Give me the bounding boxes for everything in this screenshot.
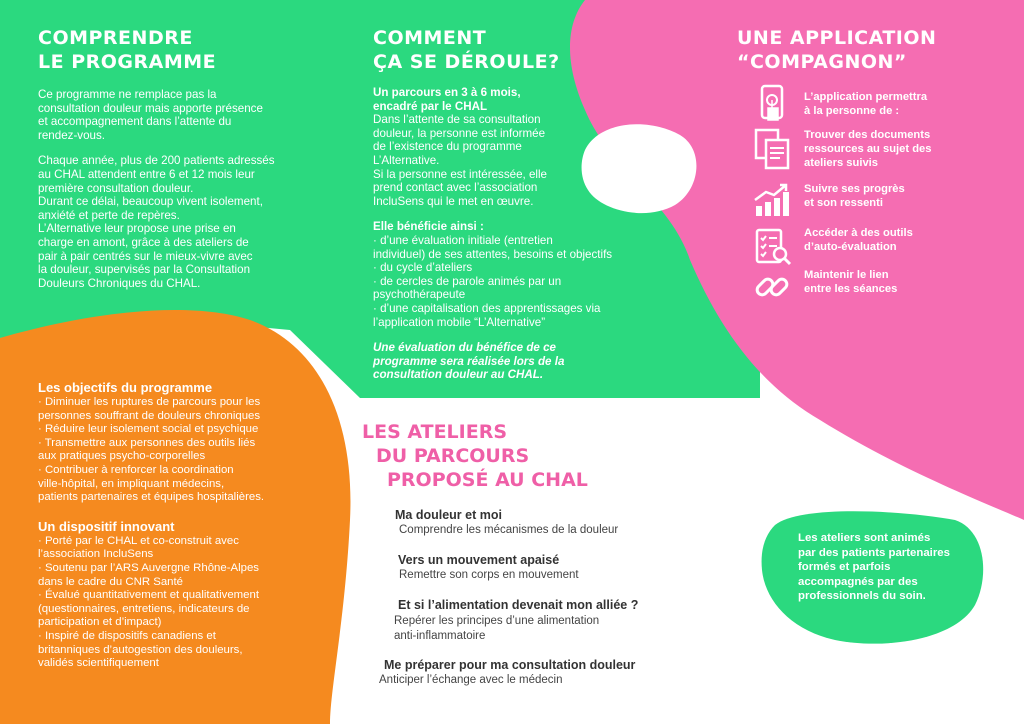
- dispositif-heading: Un dispositif innovant: [38, 518, 175, 534]
- title-application: UNE APPLICATION “COMPAGNON”: [737, 27, 937, 73]
- feature-checklist: [752, 226, 1002, 268]
- objectifs-list: · Diminuer les ruptures de parcours pour les personnes souffrant de douleurs chroniques · Réduire leur isolement social et psychique · Transmettre aux personnes des outils liés aux pratiques psycho-corporelles · Contribuer à renforcer la coordination ville-hôpital, en impliquant médecins, patients partenaires et équipes hospitalières.: [38, 396, 265, 504]
- documents-icon: [752, 128, 792, 172]
- parcours-text: Dans l’attente de sa consultation douleur, la personne est informée de l’existence du programme L’Alternative. Si la personne est intéressée, elle prend contact avec l’association IncluSens qui le met en œuvre.: [373, 113, 548, 208]
- benefice-list: · d’une évaluation initiale (entretien individuel) de ses attentes, besoins et objectifs · du cycle d’ateliers · de cercles de parole animés par un psychothérapeute · d’une capitalisation des apprentissages via l’application mobile “L’Alternative”: [373, 233, 613, 329]
- parcours-heading: Un parcours en 3 à 6 mois, encadré par le CHAL: [373, 86, 521, 113]
- comprendre-para1: Ce programme ne remplace pas la consultation douleur mais apporte présence et accompagnement dans l’attente du rendez-vous.: [38, 88, 263, 142]
- dispositif-list: · Porté par le CHAL et co-construit avec l’association IncluSens · Soutenu par l’ARS Auvergne Rhône-Alpes dans le cadre du CNR Santé · Évalué quantitativement et qualitativement (questionnaires, entretiens, indicateurs de participation et d’impact) · Inspiré de dispositifs canadiens et britanniques d’autogestion des douleurs, validés scientifiquement: [38, 534, 259, 670]
- atelier-1-title: Ma douleur et moi: [395, 508, 502, 522]
- feature-documents-text: Trouver des documents ressources au sujet des ateliers suivis: [804, 129, 932, 169]
- feature-link: [752, 268, 1002, 308]
- phone-touch-icon: [752, 84, 792, 124]
- atelier-2-sub: Remettre son corps en mouvement: [399, 569, 579, 581]
- atelier-4-sub: Anticiper l’échange avec le médecin: [379, 674, 563, 686]
- feature-intro-text: L’application permettra à la personne de :: [804, 91, 928, 117]
- checklist-icon: [752, 226, 792, 266]
- title-comprendre: COMPRENDRE LE PROGRAMME: [38, 27, 217, 73]
- feature-checklist-text: Accéder à des outils d’auto-évaluation: [804, 227, 913, 253]
- objectifs-heading: Les objectifs du programme: [38, 380, 213, 395]
- evaluation-note: Une évaluation du bénéfice de ce programme sera réalisée lors de la consultation douleur au CHAL.: [373, 341, 565, 382]
- ateliers-title-line2: DU PARCOURS: [376, 445, 530, 467]
- feature-progress-text: Suivre ses progrès et son ressenti: [804, 183, 905, 209]
- atelier-item-4: [379, 658, 636, 686]
- atelier-item-1: [395, 508, 618, 536]
- title-comment: COMMENT ÇA SE DÉROULE?: [373, 27, 560, 73]
- link-icon: [752, 268, 792, 306]
- atelier-2-title: Vers un mouvement apaisé: [398, 553, 560, 567]
- atelier-3-sub: Repérer les principes d’une alimentation anti-inflammatoire: [394, 615, 600, 642]
- feature-intro: [752, 84, 1002, 126]
- progress-chart-icon: [752, 182, 792, 218]
- atelier-item-2: [398, 553, 579, 581]
- atelier-item-3: [394, 598, 698, 644]
- feature-progress: [752, 182, 1002, 222]
- benefice-heading: Elle bénéficie ainsi :: [373, 220, 484, 234]
- atelier-4-title: Me préparer pour ma consultation douleur: [384, 658, 636, 672]
- ateliers-note: Les ateliers sont animés par des patients partenaires formés et parfois accompagnés par des professionnels du soin.: [798, 532, 950, 603]
- feature-documents: [752, 128, 1002, 180]
- ateliers-title-line1: LES ATELIERS: [362, 421, 508, 443]
- atelier-1-sub: Comprendre les mécanismes de la douleur: [399, 524, 619, 536]
- feature-link-text: Maintenir le lien entre les séances: [804, 269, 898, 295]
- atelier-3-title: Et si l’alimentation devenait mon alliée ?: [398, 598, 639, 612]
- ateliers-title-line3: PROPOSÉ AU CHAL: [387, 469, 588, 491]
- comprendre-para2: Chaque année, plus de 200 patients adressés au CHAL attendent entre 6 et 12 mois leur première consultation douleur. Durant ce délai, beaucoup vivent isolement, anxiété et perte de repères. L’Alternative leur propose une prise en charge en amont, grâce à des ateliers de pair à pair centrés sur le mieux-vivre avec la douleur, supervisés par la Consultation Douleurs Chroniques du CHAL.: [38, 154, 275, 290]
